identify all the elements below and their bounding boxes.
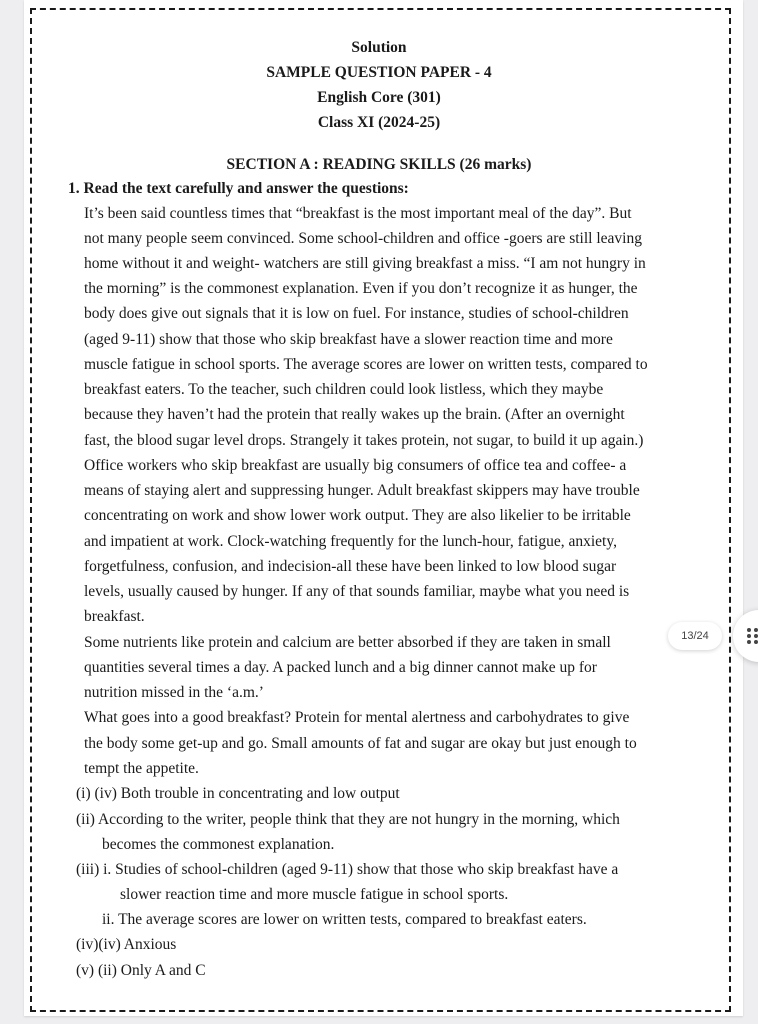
page-indicator: 13/24 [668, 622, 722, 650]
passage-line: quantities several times a day. A packed lunch and a big dinner cannot make up for [84, 659, 597, 676]
passage-line: breakfast eaters. To the teacher, such children could look listless, which they maybe [84, 381, 604, 398]
question-title: 1. Read the text carefully and answer the questions: [68, 180, 409, 197]
passage-line: body does give out signals that it is low on fuel. For instance, studies of school-children [84, 305, 629, 322]
heading-subject: English Core (301) [317, 89, 441, 106]
passage-line: not many people seem convinced. Some school-children and office -goers are still leaving [84, 230, 642, 247]
passage-line: What goes into a good breakfast? Protein for mental alertness and carbohydrates to give [84, 709, 630, 726]
passage-line: concentrating on work and show lower work output. They are also likelier to be irritable [84, 507, 631, 524]
passage-line: muscle fatigue in school sports. The average scores are lower on written tests, compared to [84, 356, 648, 373]
answer-ii-continued: becomes the commonest explanation. [102, 836, 335, 853]
answer-iii-ii: ii. The average scores are lower on written tests, compared to breakfast eaters. [102, 911, 587, 928]
passage-line: levels, usually caused by hunger. If any of that sounds familiar, maybe what you need is [84, 583, 630, 600]
passage-line: home without it and weight- watchers are still giving breakfast a miss. “I am not hungry in [84, 255, 646, 272]
passage-line: (aged 9-11) show that those who skip breakfast have a slower reaction time and more [84, 331, 613, 348]
passage-line: fast, the blood sugar level drops. Strangely it takes protein, not sugar, to build it up again.) [84, 432, 644, 449]
answer-v: (v) (ii) Only A and C [76, 962, 206, 979]
passage-line: nutrition missed in the ‘a.m.’ [84, 684, 264, 701]
passage-line: Some nutrients like protein and calcium are better absorbed if they are taken in small [84, 634, 611, 651]
passage-line: means of staying alert and suppressing hunger. Adult breakfast skippers may have trouble [84, 482, 640, 499]
passage-line: the body some get-up and go. Small amounts of fat and sugar are okay but just enough to [84, 735, 637, 752]
passage-line: and impatient at work. Clock-watching frequently for the lunch-hour, fatigue, anxiety, [84, 533, 617, 550]
drag-handle-icon [747, 628, 758, 644]
answer-ii: (ii) According to the writer, people think that they are not hungry in the morning, which [76, 811, 620, 828]
heading-class: Class XI (2024-25) [317, 114, 441, 131]
answer-iv: (iv)(iv) Anxious [76, 936, 177, 953]
passage-line: because they haven’t had the protein that really wakes up the brain. (After an overnight [84, 406, 625, 423]
passage-line: forgetfulness, confusion, and indecision-all these have been linked to low blood sugar [84, 558, 617, 575]
heading-paper-title: SAMPLE QUESTION PAPER - 4 [266, 64, 492, 81]
answer-iii-continued: slower reaction time and more muscle fatigue in school sports. [120, 886, 509, 903]
answer-i: (i) (iv) Both trouble in concentrating and low output [76, 785, 400, 802]
passage-line: tempt the appetite. [84, 760, 199, 777]
passage-line: Office workers who skip breakfast are usually big consumers of office tea and coffee- a [84, 457, 627, 474]
passage-line: the morning” is the commonest explanation. Even if you don’t recognize it as hunger, the [84, 280, 638, 297]
answer-iii: (iii) i. Studies of school-children (aged 9-11) show that those who skip breakfast have a [76, 861, 619, 878]
passage-line: It’s been said countless times that “breakfast is the most important meal of the day”. But [84, 205, 632, 222]
heading-solution: Solution [351, 39, 407, 56]
passage-line: breakfast. [84, 608, 145, 625]
section-title: SECTION A : READING SKILLS (26 marks) [226, 156, 532, 173]
